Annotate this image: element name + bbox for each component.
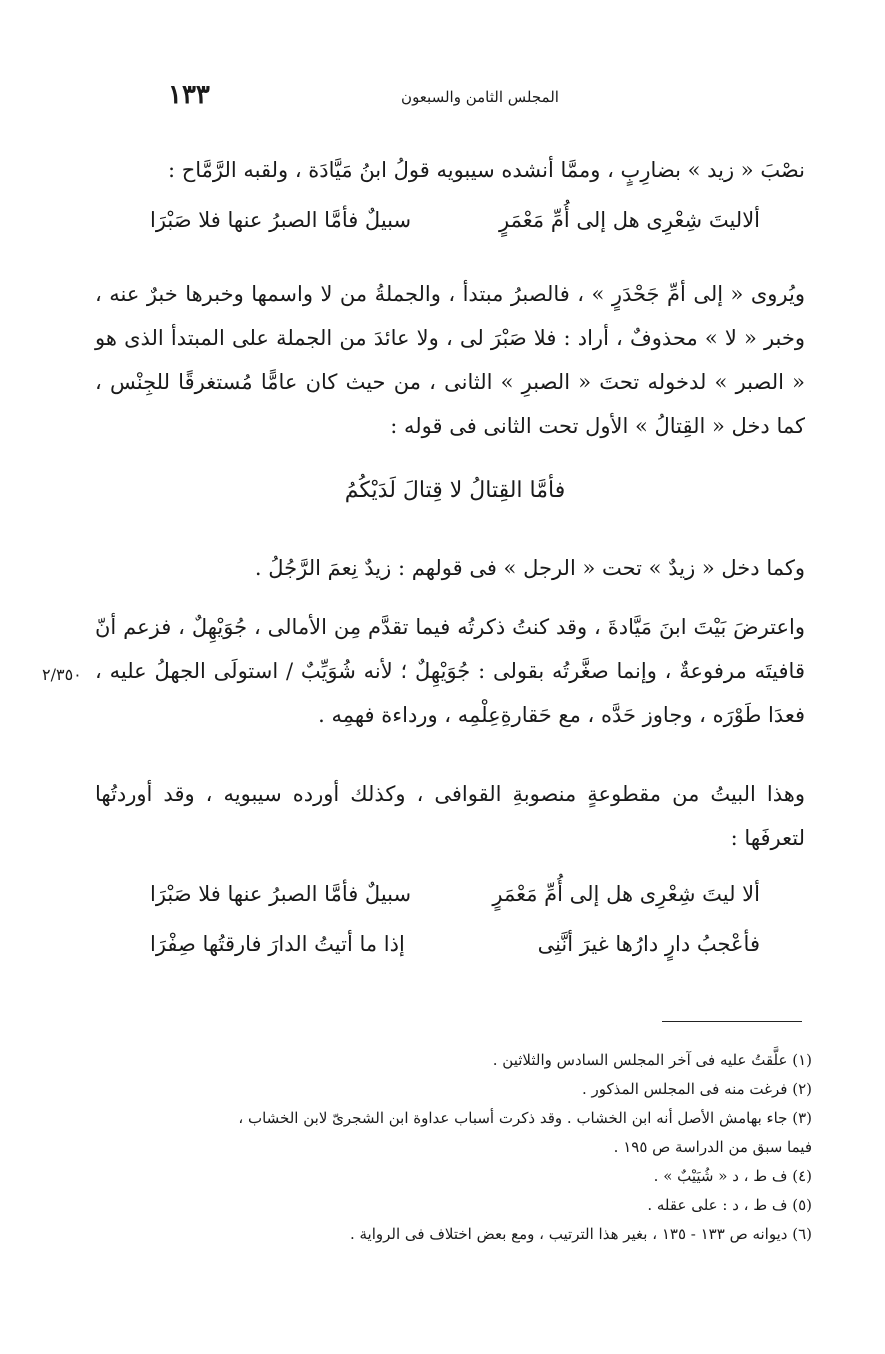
paragraph-4: واعترضَ بَيْتَ ابنَ مَيَّادةَ ، وقد كنتُ ذكرتُه فيما تقدَّم مِن الأمالى ، جُوَيْهِلٌ ، فزعم أنّ قافيتَه مرفوعةٌ ، وإنما صغَّرتُه بقولى : جُوَيْهِلٌ ؛ لأنه شُوَيِّبٌ / استولَى الجهلُ عليه ، فعدَا طَوْرَه ، وجاوز حَدَّه ، مع حَقارةِعِلْمِه ، ورداءة فهمِه . [95,615,805,727]
footnotes [100,1046,812,1249]
page-number: ١٣٣ [168,80,210,110]
margin-reference: ٢/٣٥٠ [42,665,82,684]
verse-1 [150,208,760,248]
footnote-1: (١) علَّقتُ عليه فى آخر المجلس السادس والثلاثين . [492,1051,812,1069]
paragraph-3: وكما دخل « زيدٌ » تحت « الرجل » فى قولهم : زيدٌ نِعمَ الرَّجُلُ . [254,556,805,580]
footnote-5: (٥) ف ط ، د : على عقله . [647,1196,812,1214]
verse-2 [150,882,760,922]
verse-3-second-hemistich: إذا ما أتيتُ الدارَ فارقتُها صِفْرَا [150,932,405,956]
verse-3-first-hemistich: فأعْجبُ دارٍ دارُها غيرَ أنَّنِى [537,932,760,956]
verse-2-second-hemistich: سبيلٌ فأمَّا الصبرُ عنها فلا صَبْرَا [150,882,412,906]
footnote-6: (٦) ديوانه ص ١٣٣ - ١٣٥ ، بغير هذا الترتيب ، ومع بعض اختلاف فى الرواية . [349,1225,812,1243]
half-verse: فأمَّا القِتالُ لا قِتالَ لَدَيْكُمُ [344,478,566,503]
paragraph-5: وهذا البيتُ من مقطوعةٍ منصوبةِ القوافى ، وكذلك أورده سيبويه ، وقد أوردتُها لتعرفَها : [95,782,805,850]
running-head: المجلس الثامن والسبعون [401,88,559,106]
footnote-2: (٢) فرغت منه فى المجلس المذكور . [581,1080,812,1098]
verse-1-first-hemistich: ألاليتَ شِعْرِى هل إلى أُمِّ مَعْمَرٍ [499,208,760,232]
verse-1-second-hemistich: سبيلٌ فأمَّا الصبرُ عنها فلا صَبْرَا [150,208,412,232]
paragraph-1: نصْبَ « زيد » بضارِبٍ ، وممَّا أنشده سيبويه قولُ ابنُ مَيَّادَة ، ولقبه الرَّمَّاح : [167,158,805,182]
footnote-4: (٤) ف ط ، د « شُيَيْبٌ » . [653,1167,812,1185]
verse-3 [150,932,760,972]
paragraph-2: ويُروى « إلى أمِّ جَحْدَرٍ » ، فالصبرُ مبتدأ ، والجملةُ من لا واسمها وخبرها خبرٌ عنه ، وخبر « لا » محذوفٌ ، أراد : فلا صَبْرَ لى ، ولا عائدَ من الجملة على المبتدأ الذى هو « الصبر » لدخوله تحتَ « الصبرِ » الثانى ، من حيث كان عامًّا مُستغرقًا للجِنْس ، كما دخل « القِتالُ » الأول تحت الثانى فى قوله : [95,282,805,438]
footnote-3: (٣) جاء بهامش الأصل أنه ابن الخشاب . وقد ذكرت أسباب عداوة ابن الشجرىّ لابن الخشاب ، [238,1109,812,1127]
verse-2-first-hemistich: ألا ليتَ شِعْرِى هل إلى أُمِّ مَعْمَرٍ [492,882,760,906]
footnote-separator [662,1021,802,1022]
footnote-3-continuation: فيما سبق من الدراسة ص ١٩٥ . [613,1138,812,1156]
